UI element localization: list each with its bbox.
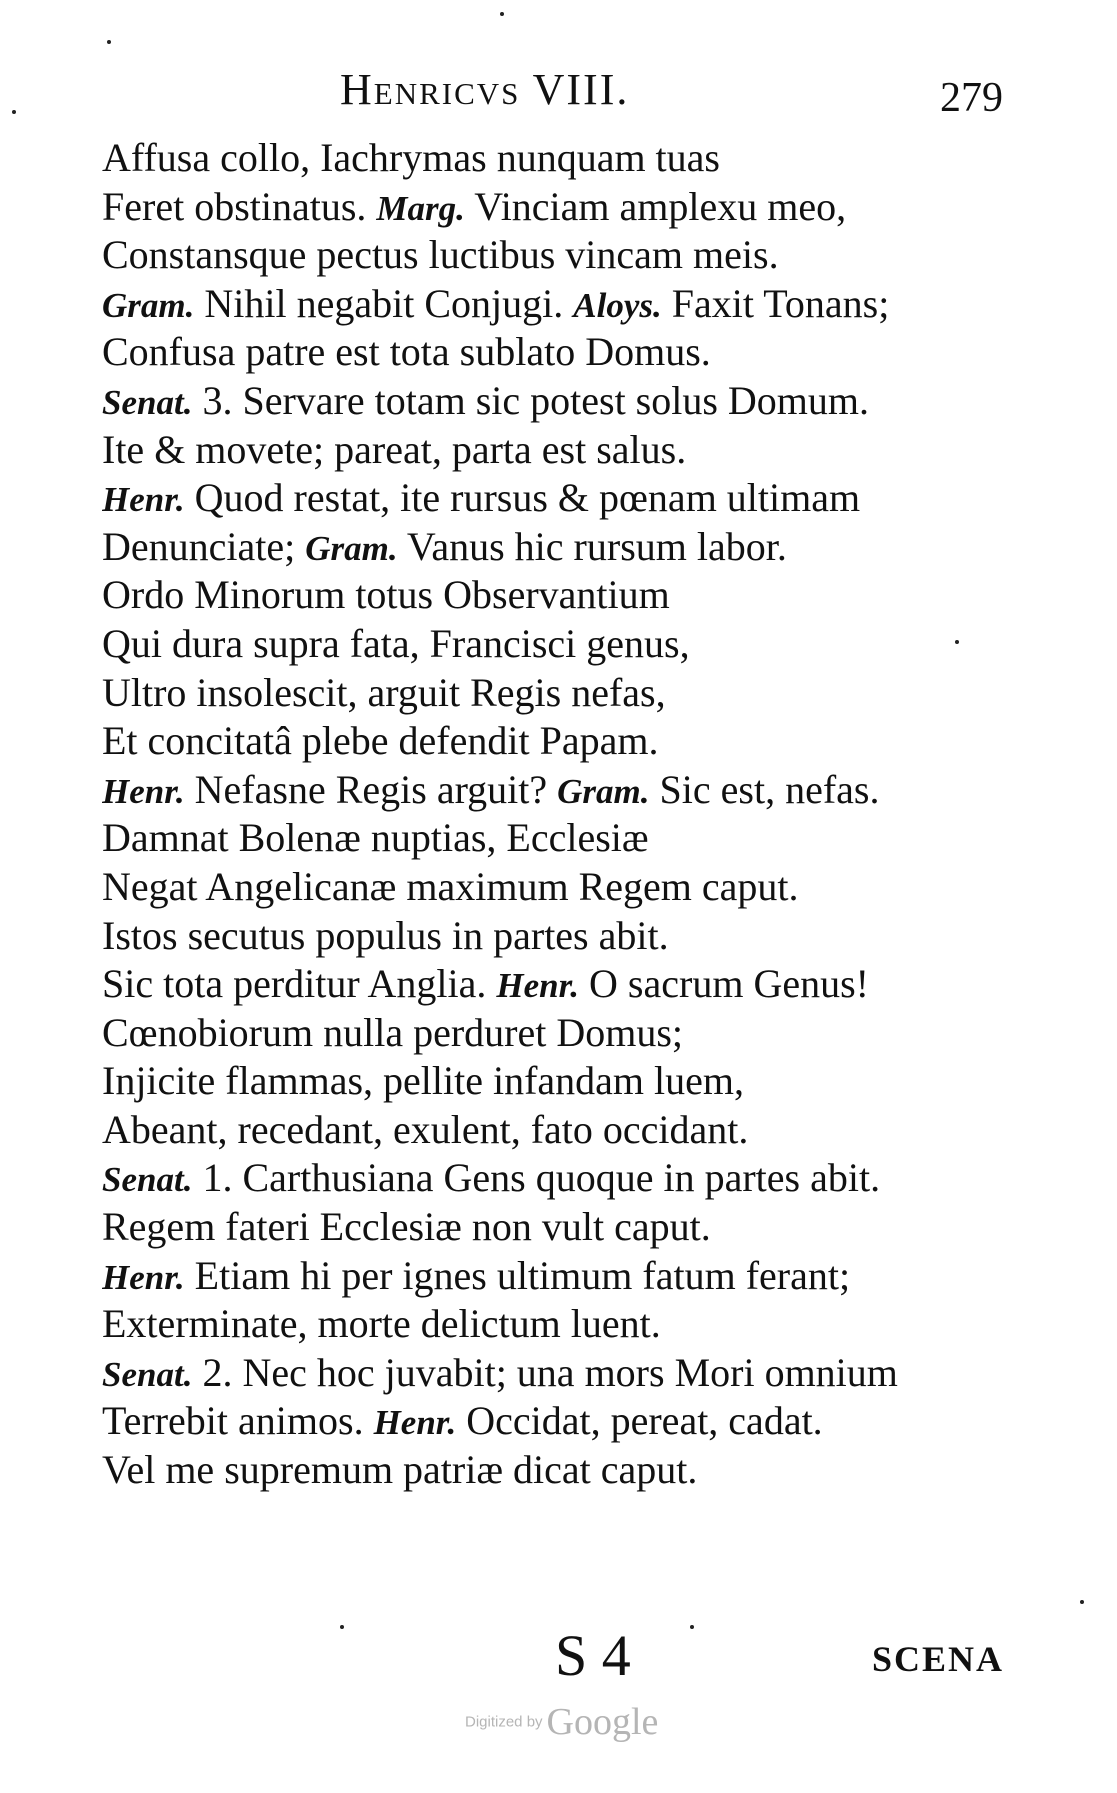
- speaker-label: Henr.: [102, 1257, 185, 1297]
- scan-speck: [12, 110, 16, 114]
- verse-text-segment: Cœnobiorum nulla perduret Domus;: [102, 1009, 684, 1055]
- verse-line: [102, 1300, 1022, 1349]
- verse-text-segment: Istos secutus populus in partes abit.: [102, 912, 669, 958]
- verse-line: [102, 474, 1022, 523]
- verse-text-segment: Sic est, nefas.: [659, 766, 880, 812]
- verse-line: [102, 1106, 1022, 1155]
- verse-text-segment: Ultro insolescit, arguit Regis nefas,: [102, 669, 666, 715]
- verse-line: [102, 183, 1022, 232]
- speaker-label: Henr.: [102, 771, 185, 811]
- verse-line: [102, 1446, 1022, 1495]
- verse-text-segment: Vinciam amplexu meo,: [474, 183, 847, 229]
- verse-text-segment: Et concitatâ plebe defendit Papam.: [102, 718, 659, 764]
- verse-line: [102, 1203, 1022, 1252]
- verse-text-segment: Damnat Bolenæ nuptias, Ecclesiæ: [102, 815, 649, 861]
- verse-text-segment: Confusa patre est tota sublato Domus.: [102, 329, 711, 375]
- verse-line: [102, 231, 1022, 280]
- verse-text-segment: Denunciate;: [102, 523, 296, 569]
- verse-line: [102, 1349, 1022, 1398]
- verse-line: [102, 620, 1022, 669]
- speaker-label: Henr.: [102, 480, 185, 520]
- verse-line: [102, 960, 1022, 1009]
- scan-speck: [107, 40, 111, 44]
- verse-text-segment: Qui dura supra fata, Francisci genus,: [102, 620, 690, 666]
- speaker-label: Gram.: [102, 285, 195, 325]
- verse-text-segment: Ite & movete; pareat, parta est salus.: [102, 426, 687, 472]
- verse-text-segment: Injicite flammas, pellite infandam luem,: [102, 1058, 745, 1104]
- verse-text-segment: Ordo Minorum totus Observantium: [102, 572, 670, 618]
- verse-text: [102, 134, 1022, 1495]
- speaker-label: Henr.: [373, 1403, 457, 1443]
- speaker-label: Gram.: [305, 528, 398, 568]
- watermark-digitized-text: Digitized by: [465, 1713, 543, 1731]
- verse-text-segment: 3. Servare totam sic potest solus Domum.: [202, 377, 870, 423]
- verse-line: [102, 377, 1022, 426]
- verse-line: [102, 426, 1022, 475]
- speaker-label: Aloys.: [573, 285, 662, 325]
- verse-text-segment: 1. Carthusiana Gens quoque in partes abit.: [202, 1155, 881, 1201]
- scan-speck: [690, 1625, 694, 1629]
- running-title: Henricvs VIII.: [340, 65, 630, 114]
- verse-text-segment: Vel me supremum patriæ dicat caput.: [102, 1447, 698, 1493]
- verse-text-segment: Feret obstinatus.: [102, 183, 367, 229]
- verse-line: [102, 1009, 1022, 1058]
- verse-text-segment: 2. Nec hoc juvabit; una mors Mori omnium: [202, 1349, 898, 1395]
- speaker-label: Gram.: [557, 771, 650, 811]
- verse-line: [102, 1397, 1022, 1446]
- scan-speck: [500, 12, 504, 16]
- verse-text-segment: Constansque pectus luctibus vincam meis.: [102, 232, 779, 278]
- verse-line: [102, 1154, 1022, 1203]
- verse-text-segment: Vanus hic rursum labor.: [406, 523, 787, 569]
- verse-line: [102, 717, 1022, 766]
- verse-text-segment: Occidat, pereat, cadat.: [466, 1398, 823, 1444]
- verse-text-segment: Sic tota perditur Anglia.: [102, 961, 487, 1007]
- verse-text-segment: Abeant, recedant, exulent, fato occidant.: [102, 1106, 749, 1152]
- verse-line: [102, 814, 1022, 863]
- verse-line: [102, 523, 1022, 572]
- speaker-label: Senat.: [102, 1354, 193, 1394]
- verse-line: [102, 280, 1022, 329]
- scan-speck: [1080, 1600, 1084, 1604]
- verse-text-segment: O sacrum Genus!: [589, 961, 869, 1007]
- verse-text-segment: Affusa collo, Iachrymas nunquam tuas: [102, 135, 720, 180]
- speaker-label: Marg.: [376, 188, 465, 228]
- digitized-watermark: [465, 1700, 658, 1744]
- scan-speck: [340, 1625, 344, 1629]
- verse-line: [102, 1057, 1022, 1106]
- verse-text-segment: Terrebit animos.: [102, 1398, 364, 1444]
- verse-line: [102, 1252, 1022, 1301]
- speaker-label: Senat.: [102, 1160, 193, 1200]
- verse-line: [102, 571, 1022, 620]
- verse-text-segment: Quod restat, ite rursus & pœnam ultimam: [194, 475, 861, 521]
- verse-line: [102, 766, 1022, 815]
- verse-line: [102, 328, 1022, 377]
- signature-mark: S 4: [555, 1623, 631, 1688]
- verse-line: [102, 912, 1022, 961]
- verse-line: [102, 669, 1022, 718]
- scan-speck: [955, 640, 959, 644]
- verse-text-segment: Regem fateri Ecclesiæ non vult caput.: [102, 1204, 711, 1250]
- verse-text-segment: Etiam hi per ignes ultimum fatum ferant;: [194, 1252, 851, 1298]
- verse-text-segment: Negat Angelicanæ maximum Regem caput.: [102, 863, 799, 909]
- speaker-label: Henr.: [496, 966, 580, 1006]
- watermark-logo-text: Google: [546, 1701, 659, 1743]
- verse-line: [102, 134, 1022, 183]
- page-header: [0, 52, 1117, 122]
- page-number: 279: [940, 75, 1003, 121]
- verse-text-segment: Nihil negabit Conjugi.: [204, 280, 564, 326]
- verse-text-segment: Faxit Tonans;: [671, 280, 890, 326]
- verse-text-segment: Exterminate, morte delictum luent.: [102, 1301, 661, 1347]
- speaker-label: Senat.: [102, 382, 193, 422]
- verse-text-segment: Nefasne Regis arguit?: [194, 766, 548, 812]
- catchword: SCENA: [872, 1639, 1005, 1679]
- verse-line: [102, 863, 1022, 912]
